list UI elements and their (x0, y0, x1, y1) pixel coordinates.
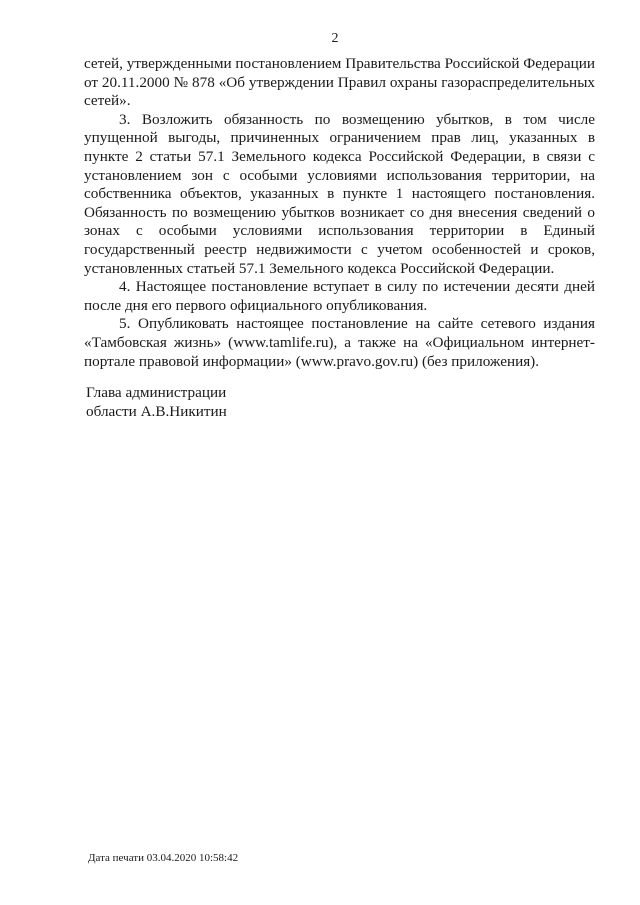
paragraph-continuation: сетей, утвержденными постановлением Правительства Российской Федерации от 20.11.2000 № 878 «Об утверждении Правил охраны газораспределительных сетей». (84, 55, 595, 110)
paragraph-item-4: 4. Настоящее постановление вступает в силу по истечении десяти дней после дня его первого официального опубликования. (84, 278, 595, 314)
signature-name: области А.В.Никитин (86, 402, 227, 420)
signature-title: Глава администрации (86, 384, 227, 401)
document-body (84, 55, 595, 371)
paragraph-item-5: 5. Опубликовать настоящее постановление на сайте сетевого издания «Тамбовская жизнь» (www.tamlife.ru), а также на «Официальном интернет-портале правовой информации» (www.pravo.gov.ru) (без приложения). (84, 315, 595, 370)
page-number: 2 (331, 31, 339, 46)
paragraph-item-3: 3. Возложить обязанность по возмещению убытков, в том числе упущенной выгоды, причиненных ограничением прав лиц, указанных в пункте 2 статьи 57.1 Земельного кодекса Российской Федерации, в связи с установлением зон с особыми условиями использования территории, на собственника объектов, указанных в пункте 1 настоящего постановления. Обязанность по возмещению убытков возникает со дня внесения сведений о зонах с особыми условиями использования территории в Единый государственный реестр недвижимости с учетом особенностей и сроков, установленных статьей 57.1 Земельного кодекса Российской Федерации. (84, 110, 595, 277)
print-date: Дата печати 03.04.2020 10:58:42 (88, 852, 239, 864)
signature-block (86, 384, 227, 421)
